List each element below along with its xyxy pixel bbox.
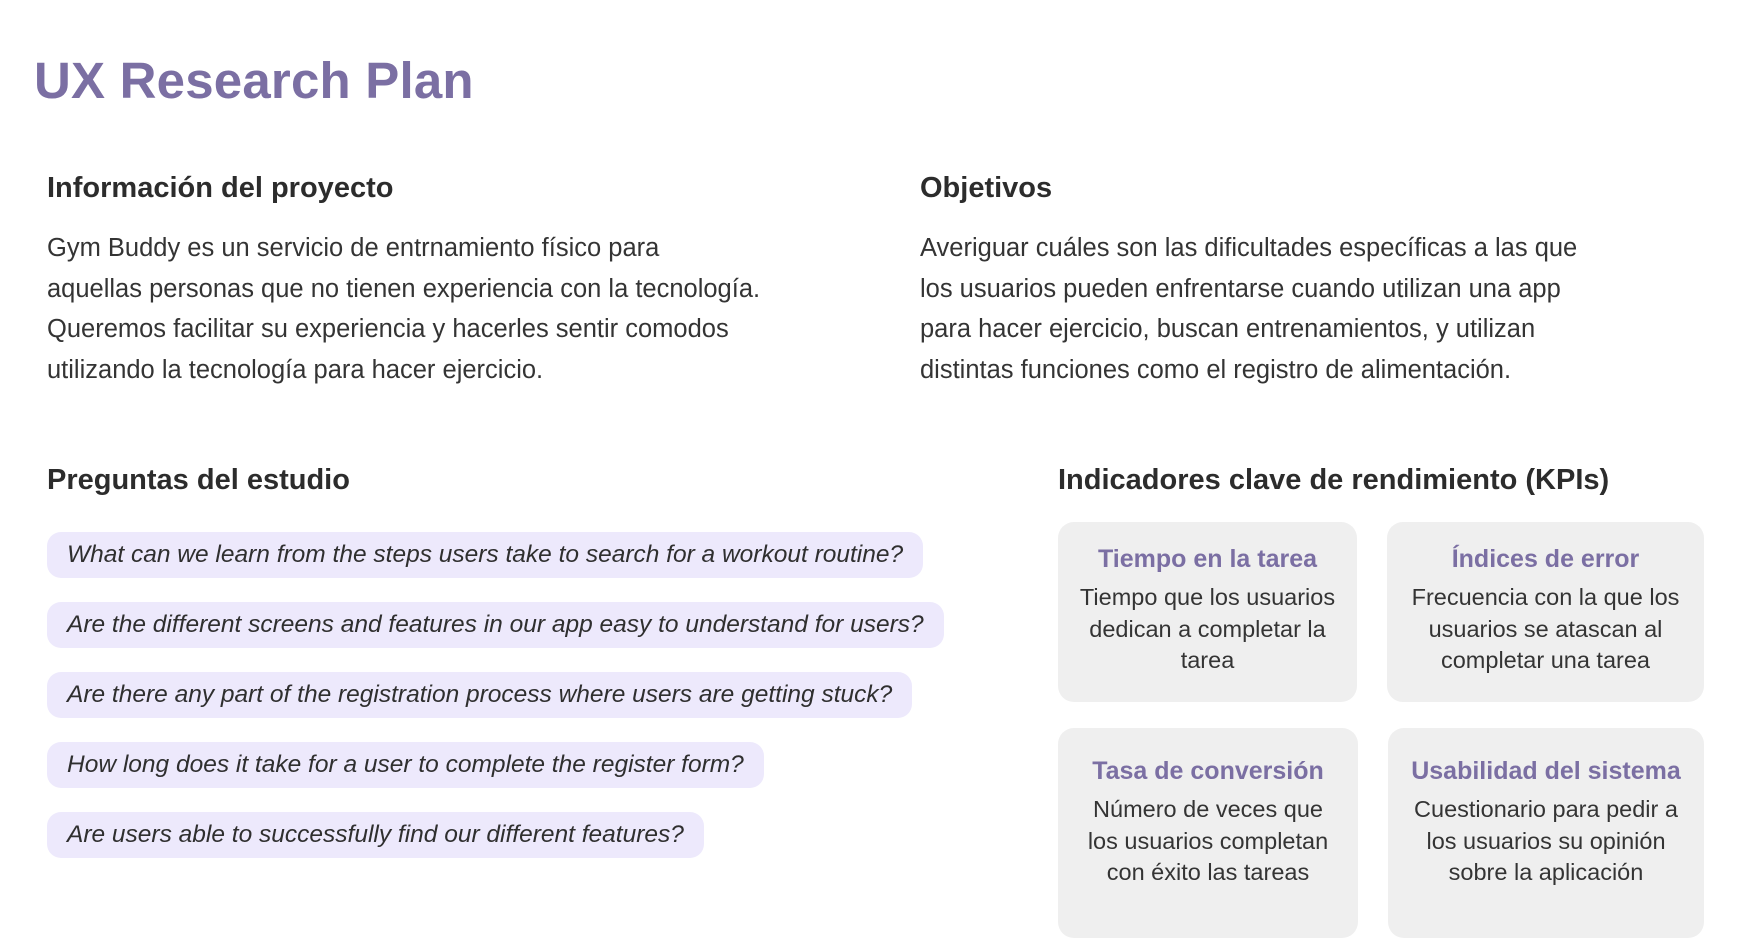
kpi-title: Usabilidad del sistema xyxy=(1411,757,1681,785)
kpi-description xyxy=(1058,794,1358,889)
research-question-item xyxy=(47,672,944,742)
project-info-heading: Información del proyecto xyxy=(47,172,394,204)
kpi-title: Tiempo en la tarea xyxy=(1097,545,1318,573)
research-question-item xyxy=(47,812,944,882)
kpi-card-error-rate xyxy=(1387,522,1704,702)
research-question-pill: Are there any part of the registration process where users are getting stuck? xyxy=(47,672,912,718)
research-question-pill: Are users able to successfully find our different features? xyxy=(47,812,704,858)
research-questions-list xyxy=(47,532,944,882)
kpi-card-conversion-rate xyxy=(1058,728,1358,938)
kpi-description-line: Cuestionario para pedir a xyxy=(1414,796,1678,822)
goals-line: los usuarios pueden enfrentarse cuando utilizan una app xyxy=(920,274,1561,303)
kpi-description xyxy=(1388,794,1704,889)
research-question-item xyxy=(47,602,944,672)
kpi-description xyxy=(1058,582,1357,677)
project-info-line: utilizando la tecnología para hacer ejercicio. xyxy=(47,355,544,384)
kpi-description-line: los usuarios su opinión xyxy=(1426,827,1666,854)
kpi-heading: Indicadores clave de rendimiento (KPIs) xyxy=(1058,464,1610,496)
research-question-pill: How long does it take for a user to complete the register form? xyxy=(47,742,764,788)
research-questions-heading: Preguntas del estudio xyxy=(47,464,350,496)
research-question-pill: What can we learn from the steps users take to search for a workout routine? xyxy=(47,532,923,578)
research-question-item xyxy=(47,532,944,602)
project-info-line: Gym Buddy es un servicio de entrnamiento físico para xyxy=(47,234,660,262)
kpi-title: Índices de error xyxy=(1451,545,1640,573)
kpi-description-line: tarea xyxy=(1180,647,1235,673)
kpi-description-line: los usuarios completan xyxy=(1087,827,1329,854)
kpi-description-line: con éxito las tareas xyxy=(1106,859,1310,885)
kpi-title: Tasa de conversión xyxy=(1092,757,1324,785)
kpi-card-time-on-task xyxy=(1058,522,1357,702)
project-info-line: aquellas personas que no tienen experiencia con la tecnología. xyxy=(47,274,761,303)
goals-line: distintas funciones como el registro de alimentación. xyxy=(920,355,1512,384)
kpi-description-line: completar una tarea xyxy=(1440,647,1650,673)
kpi-description xyxy=(1387,582,1704,677)
kpi-description-line: Tiempo que los usuarios xyxy=(1079,584,1336,610)
kpi-description-line: dedican a completar la xyxy=(1089,615,1326,642)
goals-text xyxy=(920,228,1680,390)
goals-line: Averiguar cuáles son las dificultades específicas a las que xyxy=(920,234,1578,262)
kpi-description-line: sobre la aplicación xyxy=(1448,859,1644,885)
research-question-item xyxy=(47,742,944,812)
kpi-description-line: Número de veces que xyxy=(1093,796,1323,822)
page-title: UX Research Plan xyxy=(34,52,474,109)
project-info-line: Queremos facilitar su experiencia y hacerles sentir comodos xyxy=(47,315,729,343)
goals-heading: Objetivos xyxy=(920,172,1053,204)
project-info-text xyxy=(47,228,847,390)
goals-line: para hacer ejercicio, buscan entrenamientos, y utilizan xyxy=(920,315,1536,343)
kpi-card-system-usability xyxy=(1388,728,1704,938)
kpi-description-line: Frecuencia con la que los xyxy=(1411,584,1680,610)
research-question-pill: Are the different screens and features in our app easy to understand for users? xyxy=(47,602,944,648)
kpi-description-line: usuarios se atascan al xyxy=(1428,615,1663,642)
